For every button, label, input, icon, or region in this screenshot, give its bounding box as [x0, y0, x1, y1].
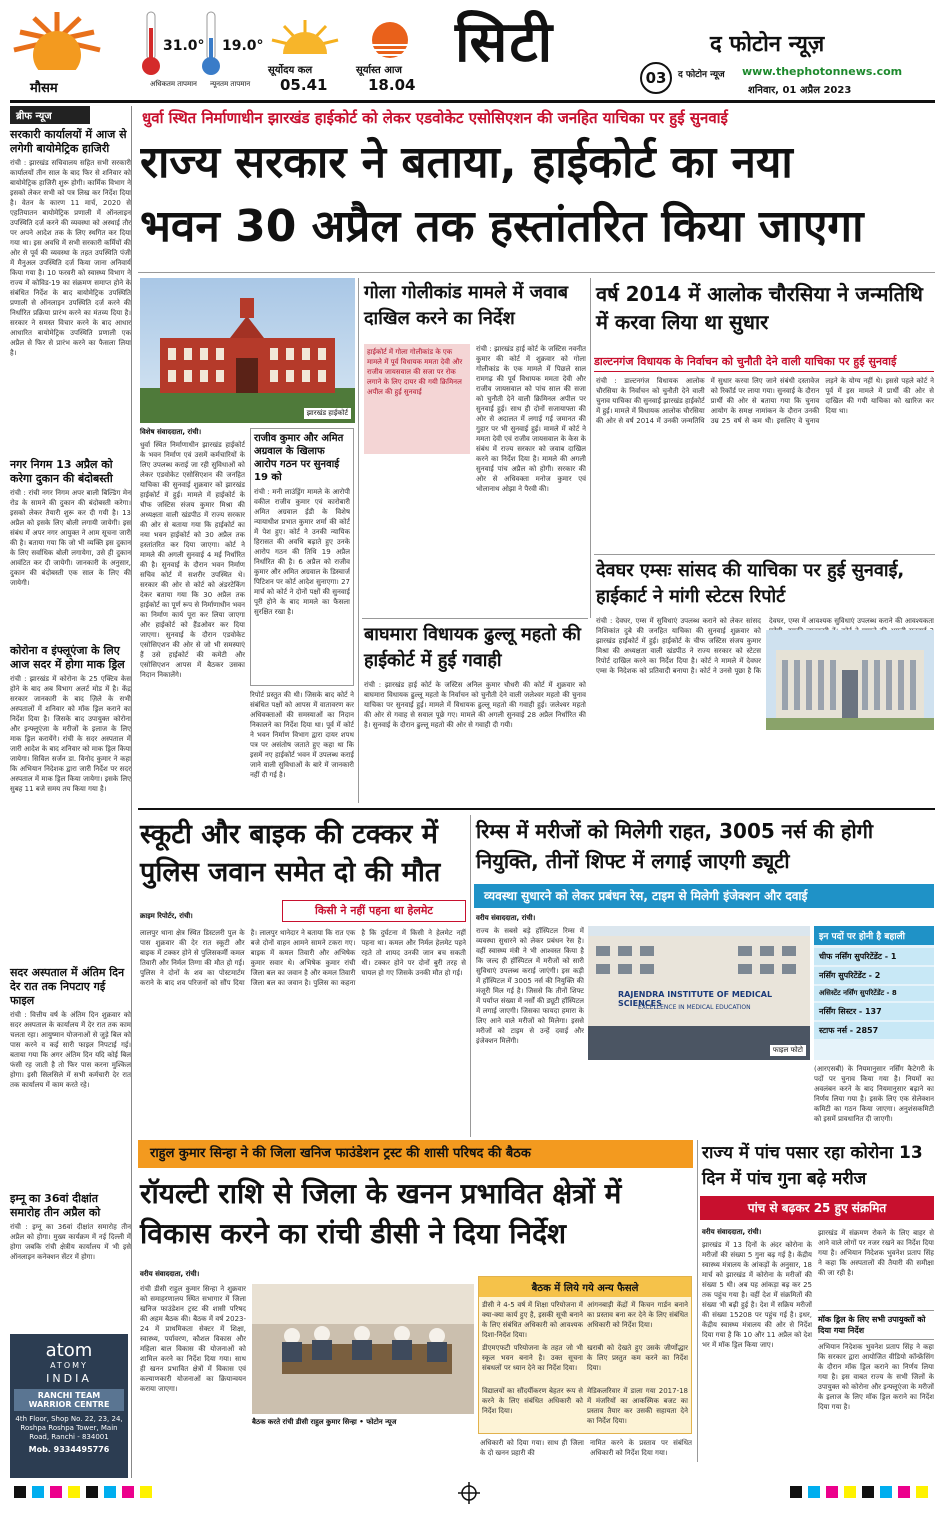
rims-post-item: नर्सिंग सिस्टर - 137 [814, 1003, 934, 1020]
rims-posts-list [814, 948, 934, 1039]
atomy-mobile: Mob. 9334495776 [28, 1445, 110, 1454]
sunrise-time: 05.41 [280, 76, 328, 94]
rims-post-item: स्टाफ नर्स - 2857 [814, 1022, 934, 1039]
lead-byline: विशेष संवाददाता, रांची। [140, 428, 202, 436]
rims-subhead: व्यवस्था सुधारने को लेकर प्रबंधन रेस, टाइम से मिलेगी इंजेक्शन और दवाई [474, 884, 934, 908]
brief-body-1: रांची : झारखंड सचिवालय सहित सभी सरकारी कार्यालयों तीन साल के बाद फिर से शनिवार को बायोमेट्रिक हाजिरी शुरू होगी। कार्मिक विभाग ने इसको लेकर सभी को पत्र लिख कर निर्देश दिया है। वेतन के कारण 11 मार्च, 2020 से एहतियातन बायोमेट्रिक प्रणाली में ऑनलाइन उपस्थिति दर्ज करने की व्यवस्था को अस्थाई तौर पर अपने आदेश तक के लिए स्थगित कर दिया गया था। इस अवधि में सभी सरकारी कर्मियों की ओर से पूर्व की व्यवस्था के तहत उपस्थिति पंजी में मैनुअल उपस्थिति दर्ज किया जाना अनिवार्य किया गया है। 10 फरवरी को स्वास्थ्य विभाग ने राज्य में कोविड-19 का संक्रमण समाप्त होने के संबंधित निर्देश के बाद बायोमेट्रिक उपस्थिति प्रणाली से ऑनलाइन उपस्थिति दर्ज करने की निर्धारित प्रक्रिया प्रारंभ करने का मंतव्य दिया है। सरकार ने समस्त विचार करने के बाद आधार आधारित बायोमेट्रिक उपस्थिति प्रणाली एक अप्रैल से फिर से प्रारंभ करने का फैसला लिया है। [10, 159, 131, 357]
masthead [0, 0, 945, 100]
website: www.thephotonnews.com [742, 65, 903, 78]
min-temp: 19.0° [222, 38, 264, 54]
rims-posts-box [814, 926, 934, 1060]
royalty-photo-caption: बैठक करते रांची डीसी राहुल कुमार सिन्हा • फोटोन न्यूज [252, 1418, 397, 1426]
rajiv-body: रांची : मनी लाउंड्रिंग मामले के आरोपी वकील राजीव कुमार एवं कारोबारी अमित अग्रवाल ईडी के विशेष न्यायाधीश प्रभात कुमार शर्मा की कोर्ट में पेश हुए। कोर्ट ने उनकी न्यायिक हिरासत की अवधि बढ़ाते हुए उनके आरोप गठन की तिथि 19 अप्रैल निर्धारित की है। 6 अप्रैल को राजीव कुमार और अमित अग्रवाल के डिस्चार्ज पिटिशन पर कोर्ट आदेश सुनाएगा। 27 मार्च को कोर्ट ने दोनों पक्षों की सुनवाई पूरी होने के बाद मामले का फैसला सुरक्षित रखा है। [254, 488, 350, 616]
gola-body: रांची : झारखंड हाई कोर्ट के जस्टिस नवनीत कुमार की कोर्ट में शुक्रवार को गोला गोलीकांड के एक मामले में पिछले साल रामगढ़ की पूर्व विधायक ममता देवी और राजीव जायसवाल को पांच साल की सजा को चुनौती देने वाली क्रिमिनल अपील पर सुनवाई हुई। साथ ही दोनों सजायाफ्ता की ओर से अदालत में लगाई गई जमानत की गुहार पर भी सुनवाई हुई। मामले में कोर्ट ने ममता देवी एवं राजीव जायसवाल के केस के संबंध में राज्य सरकार को जवाब दाखिल करने का निर्देश दिया है। मामले की अगली सुनवाई पांच अप्रैल को होगी। सरकार की ओर से अधिवक्ता मनोज कुमार एवं भोलानाथ ओझा ने पैरवी की। [476, 345, 586, 493]
min-temp-label: न्यूनतम तापमान [210, 80, 251, 88]
thermometer-cold-icon [200, 8, 222, 78]
corona-headline: राज्य में पांच पसार रहा कोरोना 13 दिन में पांच गुना बढ़े मरीज [702, 1143, 923, 1189]
bagmara-body: रांची : झारखंड हाई कोर्ट के जस्टिस अनिल कुमार चौधरी की कोर्ट में शुक्रवार को बाघमारा विधायक ढुल्लू महतो के निर्वाचन को चुनौती देने वाली जलेश्वर महतो की चुनाव याचिका पर सुनवाई हुई। मामले में विधायक ढुल्लू महतो की गवाही हुई। जलेश्वर महतो की ओर से गवाह से सवाल पूछे गए। मामले की अगली सुनवाई 28 अप्रैल निर्धारित की है। सुनवाई के दौरान ढुल्लू महतो की ओर से गवाही दी गयी। [364, 681, 586, 729]
decision-item: खराबी को देखते हुए उसके जीर्णोद्धार के लिए प्रस्तुत कम करने का निर्देश दिया। [587, 1344, 688, 1372]
scooty-headline: स्कूटी और बाइक की टक्कर में पुलिस जवान समेत दो की मौत [140, 819, 441, 888]
brief-body-2: रांची : रांची नगर निगम अपर बाली बिल्डिंग मेन रोड के सामने की दुकान की बंदोबस्ती करेगा। इसको लेकर तैयारी शुरू कर दी गयी है। 13 अप्रैल को इसके लिए बोली लगायी जायेगी। इस संबंध में अपर नगर आयुक्त ने आम सूचना जारी की है। बताया गया कि जो भी व्यक्ति इस दुकान के लिए सर्वाधिक बोली लगायेगा, उसे ही दुकान आवंटित कर दी जायेगी। जानकारी के अनुसार, दुकान की बंदोबस्ती एक साल के लिए की जायेगी। [10, 489, 131, 587]
rajiv-headline: राजीव कुमार और अमित अग्रवाल के खिलाफ आरोप गठन पर सुनवाई 19 को [254, 433, 344, 483]
gola-highlight: हाईकोर्ट में गोला गोलीकांड के एक मामले में पूर्व विधायक ममता देवी और राजीव जायसवाल की सजा पर रोक लगाने के लिए दायर की गयी क्रिमिनल अपील की हुई सुनवाई [364, 344, 470, 454]
sunset-icon [355, 18, 425, 58]
brief-body-3: रांची : झारखंड में कोरोना के 25 एक्टिव केस होने के बाद अब विभाग अलर्ट मोड में है। केंद्र सरकार जानकारी के बाद ज़िले के सभी अस्पतालों में शनिवार को मॉक ड्रिल कराने का निर्देश दिया है। जिसके बाद उपायुक्त कोरोना और इन्फ्लूएंजा के मरीजों के इलाज के लिए माक ड्रिल करायेंगे। रांची के सदर अस्पताल में जारी आदेश के बाद शनिवार को माक ड्रिल किया जायेगा। सिविल सर्जन डा. विनोद कुमार ने कहा कि अभियान निदेशक द्वारा जारी निर्देश पर सदर अस्पताल में माक ड्रिल किया जायेगा। इसके लिए सुबह 11 बजे समय तय किया गया है। [10, 675, 131, 793]
brief-column [10, 106, 132, 1478]
lead-headline-line2: भवन 30 अप्रैल तक हस्तांतरित किया जाएगा [140, 201, 864, 252]
royalty-foot-right: नामित करने के प्रस्ताव पर संबंधित अधिकारी को निर्देश दिया गया। [590, 1439, 692, 1457]
rims-photo [588, 926, 810, 1060]
deoghar-body: रांची : देवघर, एम्स में सुविधाएं उपलब्ध कराने को लेकर सांसद निशिकांत दुबे की जनहित याचिका की सुनवाई शुक्रवार को झारखंड हाईकोर्ट में हुई। हाईकोर्ट के चीफ जस्टिस संजय कुमार मिश्रा की अध्यक्षता वाली खंडपीठ ने राज्य सरकार को स्टेटस रिपोर्ट दाखिल करने का निर्देश दिया है। कोर्ट ने मामले में देवघर एम्स के निदेशक को प्रतिवादी बनाया है। कोर्ट ने उनसे पूछा है कि देवघर, एम्स में आवश्यक सुविधाएं उपलब्ध कराने की आवश्यकता [596, 617, 934, 675]
divider-bagmara-top [362, 618, 588, 619]
corona-byline: वरीय संवाददाता, रांची। [702, 1228, 762, 1236]
corona-body: झारखंड में 13 दिनों के अंदर कोरोना के मरीजों की संख्या 5 गुना बढ़ गई है। केंद्रीय स्वास्थ्य मंत्रालय के आंकड़ों के अनुसार, 18 मार्च को झारखंड में कोरोना के मरीजों की संख्या 5 थी। अब यह आंकड़ा बढ़ कर 25 तक पहुंच गया है। वहीं देश में संक्रमितों की संख्या भी बढ़ी हुई है। देश में सक्रिय मरीजों की संख्या 15208 पर पहुंच गई है। इधर, केंद्रीय स्वास्थ्य मंत्रालय की ओर से निर्देश दिया गया है कि 10 और 11 अप्रैल को देश भर में मॉक ड्रिल किया जाए। [702, 1241, 812, 1349]
rims-post-item: चीफ नर्सिंग सुपरिटेंडेंट - 1 [814, 948, 934, 965]
high-court-photo-caption: झारखंड हाईकोर्ट [304, 408, 351, 419]
brief-body-4: रांची : वित्तीय वर्ष के अंतिम दिन शुक्रवार को सदर अस्पताल के कार्यालय में देर रात तक काम चलता रहा। आयुष्मान योजनाओं से जुड़े बिल को पास करने व कई सारी फाइल निपटाई गई। बताया गया कि अगर अंतिम दिन यदि कोई बिल फंसी रह जाती है तो फिर पास करना मुश्किल होगा। इसी सिलसिले में सभी कर्मचारी देर रात तक कार्यालय में काम करते रहे। [10, 1011, 131, 1089]
royalty-meeting-photo [252, 1284, 474, 1414]
corona-boxed-note: मॉक ड्रिल के लिए सभी उपायुक्तों को दिया गया निर्देश [818, 1310, 934, 1340]
issue-date: शनिवार, 01 अप्रैल 2023 [748, 85, 852, 96]
brief-title-4: सदर अस्पताल में अंतिम दिन देर रात तक निपटाए गई फाइल [10, 966, 125, 1007]
chaurasia-body: रांची : डाल्टनगंज विधायक आलोक चौरसिया के निर्वाचन को चुनौती देने वाली चुनाव याचिका की सुनवाई झारखंड हाईकोर्ट में हुई। मामले में विधायक आलोक चौरसिया की ओर से वर्ष 2014 में उनकी जन्मतिथि में सुधार करवा लिए जाने संबंधी दस्तावेज को रिकॉर्ड पर लाया गया। सुनवाई के दौरान प्रार्थी की ओर से बताया गया कि चुनाव आयोग के समक्ष नामांकन के दौरान उनकी उम्र 25 वर्ष से कम थी। इसलिए वे चुनाव लड़ने के योग्य नहीं थे। इससे पहले कोर्ट ने पूर्व में इस मामले में प्रार्थी की ओर से दाखिल की गयी याचिका को खारिज कर दिया था। [596, 377, 934, 425]
rims-headline: रिम्स में मरीजों को मिलेगी राहत, 3005 नर्स की होगी नियुक्ति, तीनों शिफ्ट में लगाई जाएगी ड्यूटी [476, 819, 874, 873]
decision-item: मेडिकलरिवार में डाला गया 2017-18 में मंजरियों का आकस्मिक बजट का प्रस्ताव तैयार कर उसकी सहायता देने का निर्देश दिया। [587, 1387, 688, 1425]
scooty-body: लालपुर थाना क्षेत्र स्थित डिस्टलरी पुल के पास शुक्रवार की देर रात स्कूटी और बाइक में टक्कर होने से पुलिसकर्मी कमल तिवारी और निर्मल तिग्गा की मौत हो गई। पुलिस ने दोनों के शव का पोस्टमार्टम कराने के बाद शव परिजनों को सौंप दिया है। लालपुर थानेदार ने बताया कि रात एक बजे दोनों वाहन आमने सामने टकरा गए। बाइक में कमल तिवारी और अभिषेक कुमार सवार थे। अभिषेक कुमार रांची जिला बल का जवान है और कमल तिवारी जिला बल का जवान है। पुलिस का कहना है कि दुर्घटना में किसी ने हेलमेट नहीं पहना था। कमल और निर्मल हेलमेट पहने रहते तो शायद उनकी जान बच सकती थी। टक्कर होने पर दोनों बुरी तरह से घायल हो गए जिसके उनकी मौत हो गई। [140, 929, 466, 987]
divider-royalty-corona [697, 1140, 698, 1462]
sunrise-label: सूर्योदय कल [268, 65, 313, 76]
scooty-byline: क्राइम रिपोर्टर, रांची। [140, 912, 193, 920]
rims-photo-caption: फाइल फोटो [770, 1045, 806, 1056]
atomy-logo: atom [45, 1340, 93, 1361]
atomy-ad [10, 1334, 128, 1478]
lead-body: धुर्वा स्थित निर्माणाधीन झारखंड हाईकोर्ट के भवन निर्माण एवं उसमें कर्मचारियों के लिए उपलब्ध कराई जा रही सुविधाओं को लेकर एडवोकेट एसोसिएशन की जनहित याचिका की सुनवाई शुक्रवार को झारखंड हाईकोर्ट में हुई। मामले में हाईकोर्ट के चीफ जस्टिस संजय कुमार मिश्रा की अध्यक्षता वाली खंडपीठ में राज्य सरकार की ओर से बताया गया कि हाईकोर्ट का नया भवन हाईकोर्ट को 30 अप्रैल तक हस्तांतरित कर दिया जाएगा। कोर्ट ने मामले की अगली सुनवाई 4 मई निर्धारित की है। सुनवाई के दौरान भवन निर्माण सचिव कोर्ट में सशरीर उपस्थित थे। सरकार की ओर से कोर्ट को अंडरटेकिंग देकर बताया गया कि 30 अप्रैल तक हाईकोर्ट का पूर्ण रूप से निर्माणाधीन भवन का निर्माण कार्य पूरा कर लिया जाएगा और हाईकोर्ट को हैंडओवर कर दिया जाएगा। सुनवाई के दौरान एडवोकेट एसोसिएशन की ओर से जो भी समस्याएं हैं उसे हाईकोर्ट की कमेटी और एसोसिएशन आपस में बैठकर उसका निदान निकालेंगे। [140, 441, 245, 679]
royalty-kicker: राहुल कुमार सिन्हा ने की जिला खनिज फाउंडेशन ट्रस्ट की शासी परिषद की बैठक [138, 1140, 693, 1168]
lead-headline-line1: राज्य सरकार ने बताया, हाईकोर्ट का नया [140, 137, 793, 188]
chaurasia-subhead: डाल्टनगंज विधायक के निर्वाचन को चुनौती देने वाली याचिका पर हुई सुनवाई [594, 352, 934, 372]
atomy-country: INDIA [46, 1372, 92, 1385]
high-court-photo [140, 278, 355, 423]
lead-body-continued: रिपोर्ट प्रस्तुत की थी। जिसके बाद कोर्ट ने संबंधित पक्षों को आपस में वातावरण कर अधिवक्ताओं की समस्याओं का निदान निकालने का निर्देश दिया था। पूर्व में कोर्ट ने भवन निर्माण विभाग द्वारा दायर शपथ पत्र पर असंतोष जताते हुए कहा था कि इसमें नए हाईकोर्ट भवन में उपलब्ध कराई जाने वाली सुविधाओं के बारे में जानकारी नहीं दी गई है। [250, 691, 354, 779]
sunset-label: सूर्यास्त आज [356, 65, 402, 76]
brief-title-2: नगर निगम 13 अप्रैल को करेगा दुकान की बंदोबस्ती [10, 458, 113, 485]
corona-subhead: पांच से बढ़कर 25 हुए संक्रमित [700, 1196, 934, 1220]
corona-side-body: झारखंड में संक्रमण रोकने के लिए बाहर से आने वाले लोगों पर नजर रखने का निर्देश दिया गया है। अभियान निदेशक भुवनेश प्रताप सिंह ने कहा कि अस्पतालों की तैयारी की समीक्षा की जा रही है। [818, 1229, 934, 1277]
rims-post-item: नर्सिंग सुपरिटेंडेंट - 2 [814, 967, 934, 984]
max-temp: 31.0° [163, 38, 205, 54]
gola-headline: गोला गोलीकांड मामले में जवाब दाखिल करने का निर्देश [364, 282, 568, 329]
brief-title-3: कोरोना व इंफ्लूएंजा के लिए आज सदर में होगा माक ड्रिल [10, 644, 125, 671]
decisions-box [478, 1276, 692, 1434]
decision-item: आंगनबाड़ी केंद्रों में किचन गार्डन बनाने का प्रस्ताव बना कर देने के लिए संबंधित अधिकारी को निर्देश दिया। [587, 1301, 688, 1329]
page-number: 03 [640, 62, 672, 94]
lead-rule [138, 272, 935, 273]
decision-item: विद्यालयों का सौंदर्यीकरण बेहतर रूप से करने के लिए संबंधित अधिकारी को निर्देश दिया। [482, 1387, 583, 1415]
rims-posts-header: इन पदों पर होनी है बहाली [814, 926, 934, 945]
color-registration-right [790, 1486, 928, 1498]
royalty-byline: वरीय संवाददाता, रांची। [140, 1270, 200, 1278]
weather-label: मौसम [30, 81, 58, 96]
brief-title-1: सरकारी कार्यालयों में आज से लगेगी बायोमेट्रिक हाजिरी [10, 128, 127, 155]
decision-item: डीएमएफटी परियोजना के तहत जो भी स्कूल भवन बनाने है। उक्त सूचना संबधलों पर ध्यान देने का निर्देश दिया। [482, 1344, 583, 1372]
paper-name-small: द फोटोन न्यूज [678, 70, 725, 80]
scooty-subhead: किसी ने नहीं पहना था हेलमेट [282, 900, 466, 922]
divider-gola-chaurasia [590, 278, 591, 618]
royalty-foot-left: अधिकारी को दिया गया। साथ ही जिला के दो खनन प्रहारी की [480, 1439, 584, 1457]
divider-deoghar-top [594, 554, 935, 555]
rajiv-sidebox [250, 428, 354, 686]
corona-side-body-2: अभियान निदेशक भुवनेश प्रताप सिंह ने कहा कि सरकार द्वारा आयोजित वीडियो कॉन्फ्रेंसिंग के दौरान मॉक ड्रिल कराने का निर्णय लिया गया है। इस वाबत राज्य के सभी जिलों के उपायुक्त को कोरोना और इन्फ्लूएंजा के मरीजों के इलाज के लिए मॉक ड्रिल कराने का निर्देश दिया गया है। [818, 1343, 934, 1411]
masthead-rule [10, 100, 935, 103]
atomy-brand: ATOMY [50, 1361, 88, 1370]
max-temp-label: अधिकतम तापमान [150, 80, 197, 88]
royalty-body: रांची डीसी राहुल कुमार सिन्हा ने शुक्रवार को समाहरणालय स्थित सभागार में जिला खनिज फाउंडेशन ट्रस्ट की शासी परिषद की अहम बैठक की। बैठक में वर्ष 2023-24 में प्राथमिकता सेक्टर में शिक्षा, स्वास्थ्य, पर्यावरण, कौशल विकास और महिला बाल विकास की योजनाओं को शामिल करने का निर्देश दिया गया। साथ ही खनन प्रभावित क्षेत्रों में विकास एवं कल्याणकारी योजनाओं का क्रियान्वयन कराया जाएगा। [140, 1285, 246, 1393]
rims-post-item: असिस्टेंट नर्सिंग सुपरिटेंडेंट - 8 [814, 986, 934, 1001]
chaurasia-headline: वर्ष 2014 में आलोक चौरसिया ने जन्मतिथि में करवा लिया था सुधार [596, 282, 923, 334]
divider-scooty-rims [470, 815, 471, 1137]
decisions-header: बैठक में लिये गये अन्य फैसले [479, 1277, 691, 1297]
royalty-headline: रॉयल्टी राशि से जिला के खनन प्रभावित क्षेत्रों में विकास करने का रांची डीसी ने दिया निर्देश [140, 1177, 622, 1250]
deoghar-headline: देवघर एम्सः सांसद की याचिका पर हुई सुनवाई, हाईकार्ट ने मांगी स्टेटस रिपोर्ट [596, 560, 905, 607]
rims-photo-label: RAJENDRA INSTITUTE OF MEDICAL SCIENCES [618, 990, 773, 1008]
rims-byline: वरीय संवाददाता, रांची। [476, 914, 536, 922]
brief-title-5: इम्नू का 36वां दीक्षांत समारोह तीन अप्रैल को [10, 1192, 101, 1219]
atomy-team: RANCHI TEAM WARRIOR CENTRE [14, 1389, 124, 1411]
lead-kicker: धुर्वा स्थित निर्माणाधीन झारखंड हाईकोर्ट को लेकर एडवोकेट एसोसिएशन की जनहित याचिका पर हुई सुनवाई [142, 109, 728, 127]
sunrise-icon [270, 18, 340, 58]
rims-photo-sublabel: EXCELLENCE IN MEDICAL EDUCATION [638, 1004, 751, 1011]
bagmara-headline: बाघमारा विधायक ढुल्लू महतो की हाईकोर्ट में हुई गवाही [364, 624, 581, 671]
section-title: सिटी [455, 10, 555, 75]
divider-mid [138, 808, 935, 810]
weather-sun-icon [12, 10, 102, 70]
registration-crosshair-icon [458, 1482, 480, 1504]
sunset-time: 18.04 [368, 76, 416, 94]
rims-right-body: (आरएसबी) के नियमानुसार नर्सिंग कैटेगरी के पदों पर चुनाव किया गया है। नियमों का अवलंबन करने के बाद नियमानुसार बढ़ाने का निर्णय लिया गया है। इसके लिए एक सेलेक्शन कमिटी का गठन किया जाएगा। अनुशंसकमिटी को इसमें प्रावधानित दी जाएगी। [814, 1065, 934, 1123]
aiims-photo [766, 630, 934, 730]
decision-item: डीसी ने 4-5 वर्ष में शिक्षा परियोजना में क्या-क्या कार्य हुए है, इसकी सूची बनाने के लिए संबंधित अधिकारी को आवश्यक दिशा-निर्देश दिया। [482, 1301, 583, 1339]
atomy-address: 4th Floor, Shop No. 22, 23, 24, Roshpa Roshpa Tower, Main Road, Ranchi - 834001 [15, 1415, 123, 1441]
paper-name: द फोटोन न्यूज़ [710, 32, 825, 57]
thermometer-hot-icon [140, 8, 162, 78]
brief-body-5: रांची : इग्नू का 36वां दीक्षांत समारोह तीन अप्रैल को होगा। मुख्य कार्यक्रम में नई दिल्ली में होगा जबकि रांची क्षेत्रीय कार्यालय में भी इसे ऑनलाइन कनेक्शन सेंटर में होगा। [10, 1223, 131, 1261]
divider-lead-gola [358, 278, 359, 803]
color-registration-left [14, 1486, 152, 1498]
brief-header: ब्रीफ न्यूज [10, 106, 90, 124]
rims-body: राज्य के सबसे बड़े हॉस्पिटल रिम्स में व्यवस्था सुधारने को लेकर प्रबंधन रेस है। वहीं स्वास्थ्य मंत्री ने भी आश्वस्त किया है कि जल्द ही हॉस्पिटल में मरीजों को सारी सुविधाएं उपलब्ध कराई जाएंगी। इस कड़ी में हॉस्पिटल में 3005 नर्स की नियुक्ति की मंजूरी मिल गई है। जिससे कि तीनों शिफ्ट में पर्याप्त संख्या में नर्सों की ड्यूटी हॉस्पिटल में लगाई जाएगी। जिसका फायदा हमारा के लिए आने वाले मरीजों को मिलेगा। इससे मरीजों को टाइम से उन्हें दवाई और इंजेक्शन मिलेंगी। [476, 927, 584, 1045]
